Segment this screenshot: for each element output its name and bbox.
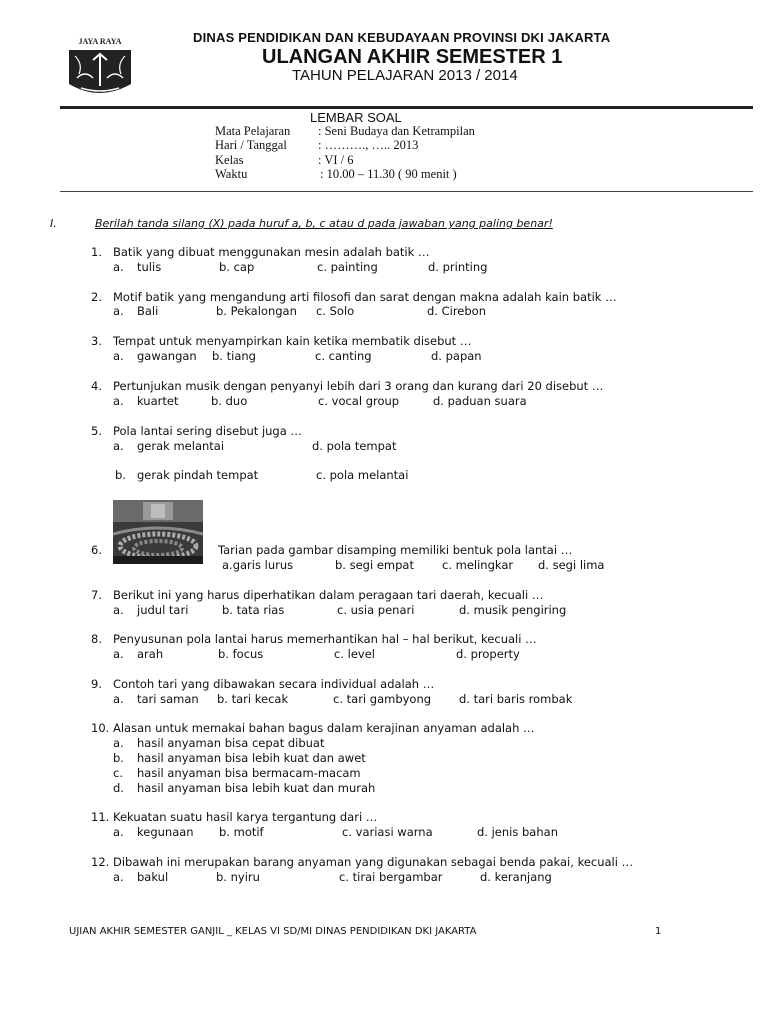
svg-text:JAYA RAYA: JAYA RAYA — [78, 37, 122, 46]
option: d. papan — [431, 349, 482, 363]
option: b. motif — [219, 825, 264, 839]
option: d. keranjang — [480, 870, 552, 884]
option: c. level — [334, 647, 375, 661]
question-text: Tarian pada gambar disamping memiliki bentuk pola lantai … — [218, 543, 573, 557]
option: arah — [137, 647, 164, 661]
option: c. tirai bergambar — [339, 870, 443, 884]
option: c. Solo — [316, 304, 355, 318]
page-number: 1 — [655, 926, 662, 937]
option-letter: d. — [113, 781, 124, 795]
option: b. nyiru — [216, 870, 260, 884]
option: b. focus — [218, 647, 264, 661]
question-text: Pertunjukan musik dengan penyanyi lebih dari 3 orang dan kurang dari 20 disebut … — [113, 379, 604, 393]
option: kuartet — [137, 394, 179, 408]
option: a. — [113, 394, 124, 408]
section-instruction: Berilah tanda silang (X) pada huruf a, b, c atau d pada jawaban yang paling benar! — [95, 217, 553, 230]
jaya-raya-logo — [63, 34, 137, 102]
header-title: ULANGAN AKHIR SEMESTER 1 — [262, 46, 563, 68]
info-value: : ………., ….. 2013 — [318, 138, 419, 152]
option: b. tata rias — [222, 603, 285, 617]
option: d. property — [456, 647, 520, 661]
option: c. tari gambyong — [333, 692, 432, 706]
option-letter: c. — [113, 766, 123, 780]
option: c. canting — [315, 349, 372, 363]
option: b. — [115, 468, 126, 482]
option: c. melingkar — [442, 558, 514, 572]
option: hasil anyaman bisa lebih kuat dan awet — [137, 751, 366, 765]
info-label: Kelas — [215, 153, 244, 167]
option: gawangan — [137, 349, 197, 363]
option: kegunaan — [137, 825, 194, 839]
info-rule — [60, 191, 753, 192]
option: c. usia penari — [337, 603, 415, 617]
option: tulis — [137, 260, 162, 274]
option: d. pola tempat — [312, 439, 397, 453]
option: a. — [113, 304, 124, 318]
question-number: 5. — [91, 424, 102, 438]
dance-photo — [113, 500, 203, 564]
option: c. variasi warna — [342, 825, 433, 839]
option: b. tari kecak — [217, 692, 289, 706]
option: a. — [113, 647, 124, 661]
option: hasil anyaman bisa bermacam-macam — [137, 766, 361, 780]
question-number: 6. — [91, 543, 102, 557]
option: a. — [113, 825, 124, 839]
option: a. — [113, 439, 124, 453]
question-text: Penyusunan pola lantai harus memerhantikan hal – hal berikut, kecuali … — [113, 632, 537, 646]
option: gerak pindah tempat — [137, 468, 259, 482]
question-text: Pola lantai sering disebut juga … — [113, 424, 302, 438]
question-text: Contoh tari yang dibawakan secara individual adalah … — [113, 677, 435, 691]
question-number: 12. — [91, 855, 110, 869]
question-number: 11. — [91, 810, 110, 824]
option: a. — [113, 870, 124, 884]
option: a.garis lurus — [222, 558, 294, 572]
header-rule — [60, 106, 753, 109]
option: a. — [113, 692, 124, 706]
option: d. tari baris rombak — [459, 692, 573, 706]
option: a. — [113, 260, 124, 274]
header-year: TAHUN PELAJARAN 2013 / 2014 — [292, 67, 518, 84]
question-text: Motif batik yang mengandung arti filosofi dan sarat dengan makna adalah kain batik … — [113, 290, 617, 304]
info-value: : 10.00 – 11.30 ( 90 menit ) — [320, 167, 457, 181]
option: hasil anyaman bisa lebih kuat dan murah — [137, 781, 376, 795]
option-letter: b. — [113, 751, 124, 765]
option: d. paduan suara — [433, 394, 527, 408]
question-number: 1. — [91, 245, 102, 259]
option: b. tiang — [212, 349, 256, 363]
question-number: 4. — [91, 379, 102, 393]
option: b. segi empat — [335, 558, 414, 572]
option: bakul — [137, 870, 169, 884]
question-text: Batik yang dibuat menggunakan mesin adalah batik … — [113, 245, 430, 259]
info-label: Hari / Tanggal — [215, 138, 287, 152]
option: b. cap — [219, 260, 255, 274]
option: a. — [113, 349, 124, 363]
question-number: 2. — [91, 290, 102, 304]
option: hasil anyaman bisa cepat dibuat — [137, 736, 325, 750]
question-text: Dibawah ini merupakan barang anyaman yang digunakan sebagai benda pakai, kecuali … — [113, 855, 634, 869]
question-text: Kekuatan suatu hasil karya tergantung dari … — [113, 810, 378, 824]
info-value: : VI / 6 — [318, 153, 354, 167]
question-text: Tempat untuk menyampirkan kain ketika membatik disebut … — [113, 334, 472, 348]
info-label: Mata Pelajaran — [215, 124, 291, 138]
option: Bali — [137, 304, 159, 318]
sheet-title: LEMBAR SOAL — [310, 110, 402, 125]
option: gerak melantai — [137, 439, 225, 453]
option: c. painting — [317, 260, 378, 274]
option: d. printing — [428, 260, 488, 274]
footer-text: UJIAN AKHIR SEMESTER GANJIL _ KELAS VI SD/MI DINAS PENDIDIKAN DKI JAKARTA — [69, 926, 477, 937]
option: d. musik pengiring — [459, 603, 567, 617]
option: d. segi lima — [538, 558, 605, 572]
option: a. — [113, 603, 124, 617]
header-institution: DINAS PENDIDIKAN DAN KEBUDAYAAN PROVINSI DKI JAKARTA — [193, 30, 611, 45]
option: c. vocal group — [318, 394, 400, 408]
info-label: Waktu — [215, 167, 248, 181]
option: tari saman — [137, 692, 199, 706]
question-text: Berikut ini yang harus diperhatikan dalam peragaan tari daerah, kecuali … — [113, 588, 544, 602]
question-number: 10. — [91, 721, 110, 735]
question-number: 3. — [91, 334, 102, 348]
option: b. Pekalongan — [216, 304, 297, 318]
question-number: 8. — [91, 632, 102, 646]
option: b. duo — [211, 394, 248, 408]
option: c. pola melantai — [316, 468, 409, 482]
question-number: 9. — [91, 677, 102, 691]
question-number: 7. — [91, 588, 102, 602]
option: d. Cirebon — [427, 304, 487, 318]
question-text: Alasan untuk memakai bahan bagus dalam kerajinan anyaman adalah … — [113, 721, 535, 735]
option: d. jenis bahan — [477, 825, 558, 839]
option-letter: a. — [113, 736, 124, 750]
option: judul tari — [137, 603, 189, 617]
info-value: : Seni Budaya dan Ketrampilan — [318, 124, 475, 138]
section-number: I. — [50, 217, 57, 230]
